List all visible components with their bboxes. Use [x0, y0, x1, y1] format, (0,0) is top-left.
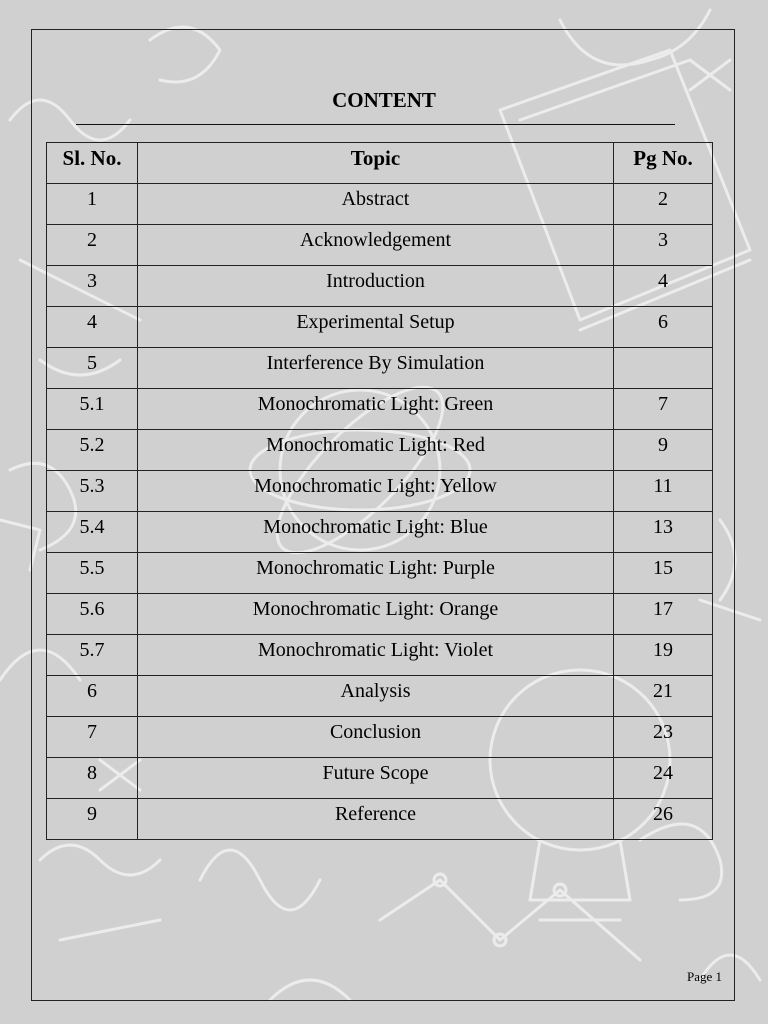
serial-number-cell: 1	[47, 184, 138, 225]
table-row	[47, 184, 713, 225]
serial-number-cell: 5.1	[47, 389, 138, 430]
table-row	[47, 553, 713, 594]
topic-cell: Conclusion	[138, 717, 614, 758]
page-number: Page 1	[686, 969, 722, 984]
topic-cell: Future Scope	[138, 758, 614, 799]
serial-number-cell: 3	[47, 266, 138, 307]
serial-number-cell: 6	[47, 676, 138, 717]
topic-cell: Monochromatic Light: Purple	[138, 553, 614, 594]
table-row	[47, 389, 713, 430]
page-number-cell: 21	[614, 676, 713, 717]
serial-number-cell: 2	[47, 225, 138, 266]
topic-cell: Abstract	[138, 184, 614, 225]
page-number-cell: 13	[614, 512, 713, 553]
page-number-cell	[614, 348, 713, 389]
table-row	[47, 594, 713, 635]
table-row	[47, 471, 713, 512]
table-row	[47, 266, 713, 307]
topic-cell: Monochromatic Light: Violet	[138, 635, 614, 676]
topic-cell: Monochromatic Light: Blue	[138, 512, 614, 553]
serial-number-cell: 5	[47, 348, 138, 389]
table-row	[47, 758, 713, 799]
page-number-cell: 19	[614, 635, 713, 676]
serial-number-cell: 5.7	[47, 635, 138, 676]
header-serial-number: Sl. No.	[47, 143, 138, 184]
table-row	[47, 635, 713, 676]
page-number-cell: 17	[614, 594, 713, 635]
table-row	[47, 717, 713, 758]
serial-number-cell: 8	[47, 758, 138, 799]
table-of-contents	[46, 142, 713, 840]
topic-cell: Interference By Simulation	[138, 348, 614, 389]
table-row	[47, 348, 713, 389]
page-number-cell: 15	[614, 553, 713, 594]
topic-cell: Monochromatic Light: Orange	[138, 594, 614, 635]
serial-number-cell: 5.2	[47, 430, 138, 471]
serial-number-cell: 5.3	[47, 471, 138, 512]
page-number-cell: 24	[614, 758, 713, 799]
page-title: CONTENT	[332, 88, 436, 112]
table-row	[47, 430, 713, 471]
topic-cell: Reference	[138, 799, 614, 840]
table-row	[47, 512, 713, 553]
table-row	[47, 307, 713, 348]
topic-cell: Monochromatic Light: Red	[138, 430, 614, 471]
page-number-cell: 26	[614, 799, 713, 840]
table-row	[47, 225, 713, 266]
page-number-cell: 2	[614, 184, 713, 225]
page-number-cell: 3	[614, 225, 713, 266]
page-number-cell: 7	[614, 389, 713, 430]
title-underline	[76, 124, 675, 125]
serial-number-cell: 5.6	[47, 594, 138, 635]
serial-number-cell: 7	[47, 717, 138, 758]
header-topic: Topic	[138, 143, 614, 184]
serial-number-cell: 9	[47, 799, 138, 840]
serial-number-cell: 4	[47, 307, 138, 348]
page-number-cell: 9	[614, 430, 713, 471]
topic-cell: Acknowledgement	[138, 225, 614, 266]
serial-number-cell: 5.5	[47, 553, 138, 594]
header-page-number: Pg No.	[614, 143, 713, 184]
page-number-cell: 4	[614, 266, 713, 307]
topic-cell: Experimental Setup	[138, 307, 614, 348]
topic-cell: Monochromatic Light: Green	[138, 389, 614, 430]
page-number-cell: 6	[614, 307, 713, 348]
topic-cell: Monochromatic Light: Yellow	[138, 471, 614, 512]
serial-number-cell: 5.4	[47, 512, 138, 553]
table-row	[47, 676, 713, 717]
topic-cell: Analysis	[138, 676, 614, 717]
page-number-cell: 23	[614, 717, 713, 758]
table-header-row	[47, 143, 713, 184]
page-number-cell: 11	[614, 471, 713, 512]
topic-cell: Introduction	[138, 266, 614, 307]
table-row	[47, 799, 713, 840]
